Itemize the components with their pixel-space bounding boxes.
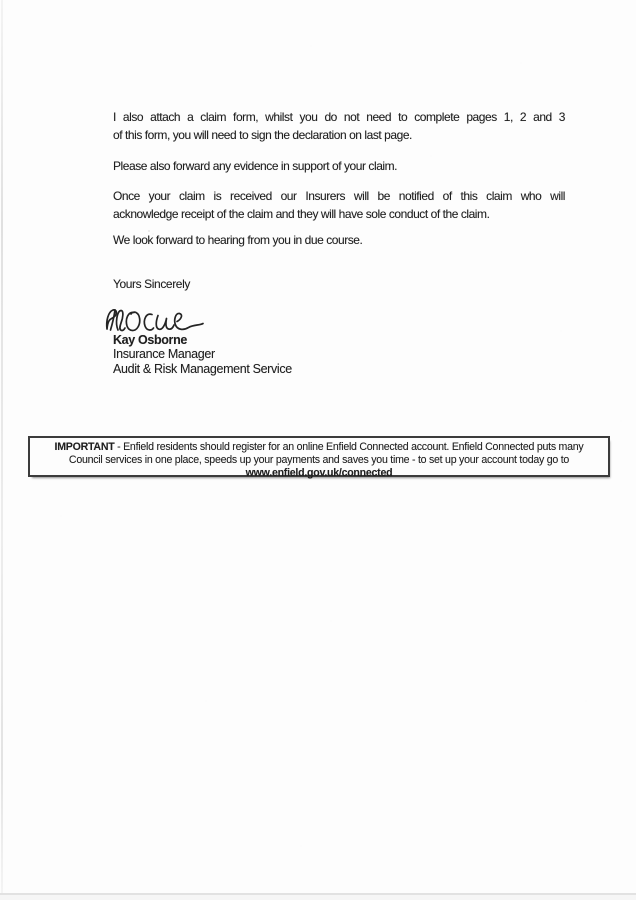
- paragraph-line: acknowledge receipt of the claim and they will have sole conduct of the claim.: [113, 206, 490, 221]
- signatory-name: Kay Osborne: [113, 333, 187, 347]
- scan-edge-artifact-left: [1, 0, 3, 900]
- notice-line: Council services in one place, speeds up your payments and saves you time - to set up your account today go to: [68, 454, 570, 467]
- signatory-block: [113, 333, 292, 376]
- paragraph-line: We look forward to hearing from you in due course.: [113, 233, 363, 247]
- notice-url: www.enfield.gov.uk/connected: [245, 467, 393, 480]
- paragraph-line: Please also forward any evidence in support of your claim.: [113, 159, 398, 173]
- paragraph-line: of this form, you will need to sign the declaration on last page.: [113, 127, 412, 142]
- paragraph-line: I also attach a claim form, whilst you do not need to complete pages 1, 2 and 3: [113, 110, 565, 124]
- notice-line: [30, 441, 608, 454]
- scan-edge-artifact-bottom-fill: [0, 895, 636, 900]
- closing-salutation: Yours Sincerely: [113, 277, 190, 291]
- paragraph-line: Once your claim is received our Insurers will be notified of this claim who will: [113, 189, 565, 203]
- notice-text: - Enfield residents should register for an online Enfield Connected account. Enfield Connected puts many: [114, 441, 584, 453]
- signatory-department: Audit & Risk Management Service: [113, 361, 292, 376]
- scan-noise-specks: [0, 0, 2, 2]
- signatory-title: Insurance Manager: [113, 347, 215, 362]
- notice-label: IMPORTANT: [54, 441, 115, 453]
- important-notice-box: [28, 436, 610, 480]
